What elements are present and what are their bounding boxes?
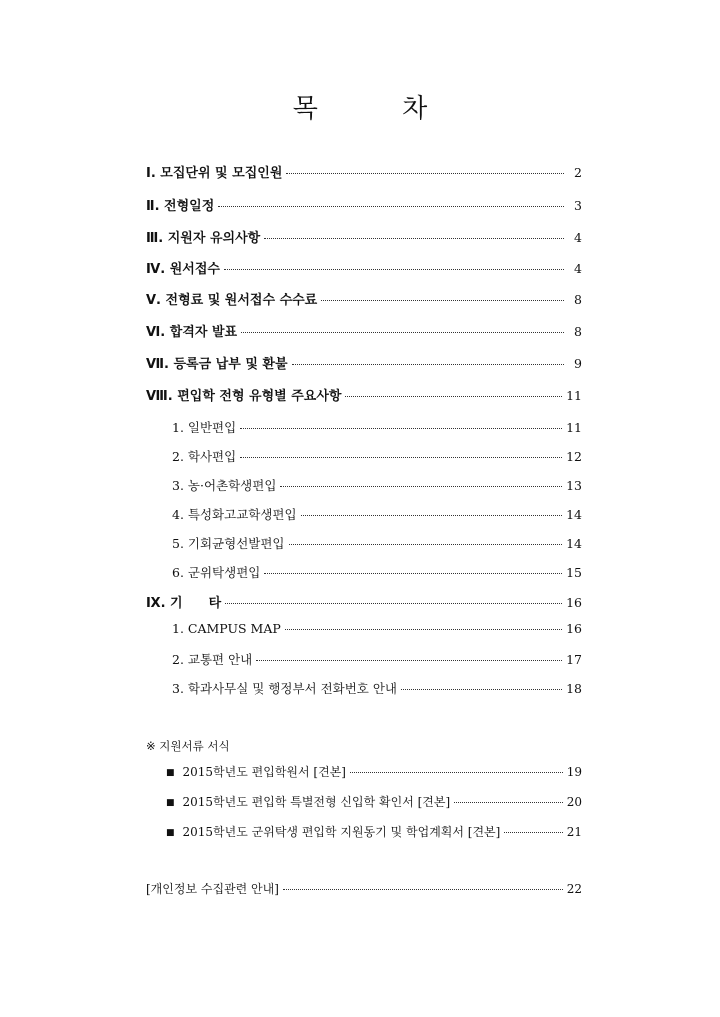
toc-page-number: 16 [566, 621, 582, 636]
privacy-entry-label: [개인정보 수집관련 안내] [146, 882, 279, 896]
dot-leader [345, 396, 562, 397]
form-entry-label: 2015학년도 군위탁생 편입학 지원동기 및 학업계획서 [견본] [182, 825, 501, 839]
toc-subentry-label: 6. 군위탁생편입 [172, 565, 261, 580]
toc-page-number: 3 [574, 198, 582, 213]
toc-entry[interactable] [146, 592, 582, 611]
toc-page-number: 14 [566, 507, 582, 522]
toc-entry-label: Ⅶ. 등록금 납부 및 환불 [146, 357, 288, 372]
dot-leader [401, 689, 562, 690]
toc-entry[interactable] [146, 289, 582, 308]
toc-entry-label: Ⅷ. 편입학 전형 유형별 주요사항 [146, 389, 342, 404]
dot-leader [225, 603, 562, 604]
dot-leader [218, 206, 564, 207]
toc-entry-label: Ⅲ. 지원자 유의사항 [146, 231, 261, 246]
toc-page-number: 11 [566, 420, 582, 435]
toc-page-number: 8 [574, 324, 582, 339]
toc-entry[interactable] [146, 353, 582, 372]
toc-subentry[interactable] [172, 679, 582, 697]
toc-entry-label: Ⅰ. 모집단위 및 모집인원 [146, 166, 283, 181]
toc-subentry[interactable] [172, 650, 582, 668]
toc-subentry-label: 3. 학과사무실 및 행정부서 전화번호 안내 [172, 681, 397, 696]
toc-entry-label: Ⅱ. 전형일정 [146, 199, 215, 214]
square-bullet-icon: ■ [166, 798, 175, 808]
dot-leader [301, 515, 563, 516]
dot-leader [350, 772, 563, 773]
dot-leader [240, 428, 562, 429]
toc-subentry-label: 1. 일반편입 [172, 420, 237, 435]
toc-entry-label: Ⅸ. 기 타 [146, 596, 222, 611]
toc-subentry[interactable] [172, 621, 582, 636]
dot-leader [264, 573, 562, 574]
toc-page-number: 4 [574, 230, 582, 245]
privacy-entry[interactable] [146, 880, 582, 897]
form-entry[interactable] [166, 793, 582, 810]
toc-page-number: 8 [574, 292, 582, 307]
toc-page-number: 15 [566, 565, 582, 580]
toc-subentry-label: 2. 교통편 안내 [172, 652, 253, 667]
toc-page-number: 21 [566, 825, 582, 839]
dot-leader [280, 486, 562, 487]
dot-leader [264, 238, 564, 239]
toc-subentry-label: 5. 기회균형선발편입 [172, 536, 285, 551]
toc-subentry[interactable] [172, 505, 582, 523]
form-entry-label: 2015학년도 편입학원서 [견본] [182, 765, 346, 779]
dot-leader [286, 173, 564, 174]
toc-page-number: 13 [566, 478, 582, 493]
toc-entry[interactable] [146, 385, 582, 404]
form-entry[interactable] [166, 763, 582, 780]
dot-leader [289, 544, 563, 545]
toc-subentry-label: 1. CAMPUS MAP [172, 621, 281, 636]
toc-page-number: 22 [566, 882, 582, 896]
toc-subentry[interactable] [172, 476, 582, 494]
dot-leader [256, 660, 562, 661]
toc-page-number: 17 [566, 652, 582, 667]
toc-entry-label: Ⅵ. 합격자 발표 [146, 325, 238, 340]
page-title: 목 차 [292, 94, 466, 124]
toc-page-number: 9 [574, 356, 582, 371]
toc-subentry[interactable] [172, 418, 582, 436]
toc-page-number: 16 [566, 595, 582, 610]
form-entry-label: 2015학년도 편입학 특별전형 신입학 확인서 [견본] [182, 795, 451, 809]
toc-page-number: 11 [566, 388, 582, 403]
dot-leader [283, 889, 563, 890]
toc-page-number: 19 [566, 765, 582, 779]
toc-page-number: 2 [574, 165, 582, 180]
dot-leader [292, 364, 564, 365]
toc-entry[interactable] [146, 227, 582, 246]
toc-entry[interactable] [146, 258, 582, 277]
toc-entry[interactable] [146, 195, 582, 214]
dot-leader [285, 629, 562, 630]
toc-subentry[interactable] [172, 534, 582, 552]
toc-entry-label: Ⅴ. 전형료 및 원서접수 수수료 [146, 293, 318, 308]
toc-subentry[interactable] [172, 447, 582, 465]
square-bullet-icon: ■ [166, 768, 175, 778]
square-bullet-icon: ■ [166, 828, 175, 838]
toc-subentry[interactable] [172, 563, 582, 581]
toc-page-number: 4 [574, 261, 582, 276]
form-entry[interactable] [166, 823, 582, 840]
dot-leader [240, 457, 562, 458]
dot-leader [224, 269, 564, 270]
dot-leader [241, 332, 564, 333]
forms-heading: ※ 지원서류 서식 [146, 739, 230, 753]
toc-entry[interactable] [146, 321, 582, 340]
toc-page-number: 14 [566, 536, 582, 551]
toc-page-number: 18 [566, 681, 582, 696]
dot-leader [504, 832, 562, 833]
toc-subentry-label: 4. 특성화고교학생편입 [172, 507, 297, 522]
toc-page-number: 12 [566, 449, 582, 464]
dot-leader [321, 300, 564, 301]
toc-entry[interactable] [146, 162, 582, 181]
toc-subentry-label: 2. 학사편입 [172, 449, 237, 464]
dot-leader [454, 802, 563, 803]
toc-subentry-label: 3. 농·어촌학생편입 [172, 478, 277, 493]
toc-entry-label: Ⅳ. 원서접수 [146, 262, 220, 277]
toc-page-number: 20 [566, 795, 582, 809]
